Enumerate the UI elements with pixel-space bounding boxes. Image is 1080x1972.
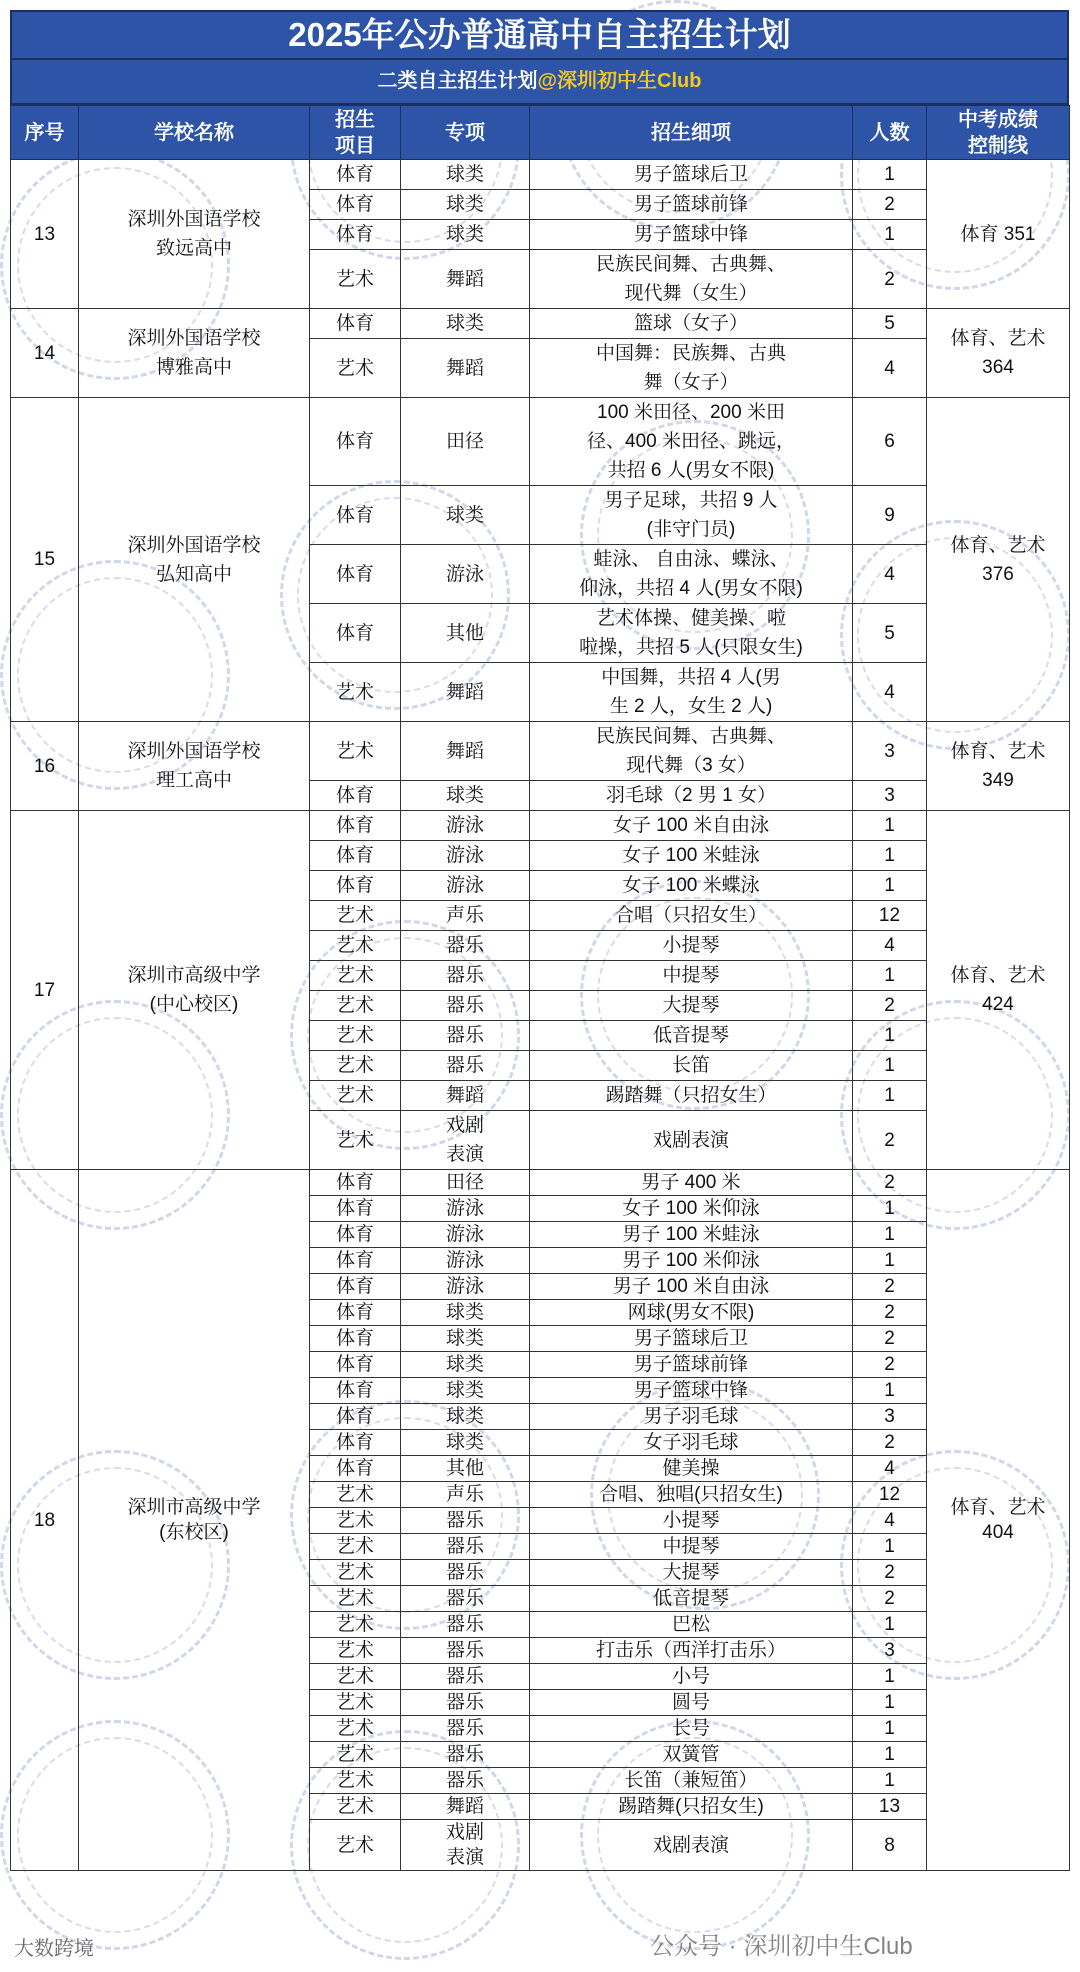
category-cell: 艺术 xyxy=(310,901,401,931)
category-cell: 体育 xyxy=(310,1170,401,1196)
count-cell: 1 xyxy=(853,1768,927,1794)
count-cell: 12 xyxy=(853,901,927,931)
category-cell: 艺术 xyxy=(310,961,401,991)
detail-cell: 戏剧表演 xyxy=(530,1820,853,1871)
table-row xyxy=(11,160,1070,190)
specialty-cell: 器乐 xyxy=(401,1768,530,1794)
header-row xyxy=(11,106,1070,160)
detail-cell: 中国舞，共招 4 人(男 生 2 人，女生 2 人) xyxy=(530,663,853,722)
count-cell: 2 xyxy=(853,1326,927,1352)
detail-cell: 男子 100 米自由泳 xyxy=(530,1274,853,1300)
detail-cell: 低音提琴 xyxy=(530,1021,853,1051)
count-cell: 6 xyxy=(853,398,927,486)
specialty-cell: 游泳 xyxy=(401,1196,530,1222)
detail-cell: 民族民间舞、古典舞、 现代舞（女生） xyxy=(530,250,853,309)
specialty-cell: 其他 xyxy=(401,1456,530,1482)
detail-cell: 中国舞：民族舞、古典 舞（女子） xyxy=(530,339,853,398)
specialty-cell: 舞蹈 xyxy=(401,339,530,398)
specialty-cell: 舞蹈 xyxy=(401,250,530,309)
category-cell: 艺术 xyxy=(310,1794,401,1820)
count-cell: 2 xyxy=(853,1111,927,1170)
detail-cell: 女子 100 米蛙泳 xyxy=(530,841,853,871)
control-line: 体育 351 xyxy=(927,160,1070,309)
specialty-cell: 器乐 xyxy=(401,991,530,1021)
header-col-index: 序号 xyxy=(11,106,79,160)
count-cell: 4 xyxy=(853,1508,927,1534)
detail-cell: 女子 100 米蝶泳 xyxy=(530,871,853,901)
count-cell: 2 xyxy=(853,1274,927,1300)
count-cell: 12 xyxy=(853,1482,927,1508)
detail-cell: 男子篮球中锋 xyxy=(530,1378,853,1404)
specialty-cell: 游泳 xyxy=(401,871,530,901)
specialty-cell: 器乐 xyxy=(401,961,530,991)
specialty-cell: 器乐 xyxy=(401,1534,530,1560)
category-cell: 体育 xyxy=(310,811,401,841)
specialty-cell: 游泳 xyxy=(401,1274,530,1300)
school-name: 深圳外国语学校 弘知高中 xyxy=(79,398,310,722)
category-cell: 艺术 xyxy=(310,1820,401,1871)
category-cell: 体育 xyxy=(310,1430,401,1456)
control-line: 体育、艺术 364 xyxy=(927,309,1070,398)
specialty-cell: 舞蹈 xyxy=(401,1794,530,1820)
school-index: 18 xyxy=(11,1170,79,1871)
count-cell: 1 xyxy=(853,1378,927,1404)
control-line: 体育、艺术 404 xyxy=(927,1170,1070,1871)
category-cell: 艺术 xyxy=(310,1586,401,1612)
count-cell: 2 xyxy=(853,250,927,309)
admission-table xyxy=(10,105,1070,1871)
category-cell: 体育 xyxy=(310,486,401,545)
specialty-cell: 球类 xyxy=(401,1352,530,1378)
specialty-cell: 器乐 xyxy=(401,1612,530,1638)
detail-cell: 踢踏舞（只招女生） xyxy=(530,1081,853,1111)
count-cell: 1 xyxy=(853,220,927,250)
control-line: 体育、艺术 349 xyxy=(927,722,1070,811)
count-cell: 1 xyxy=(853,1664,927,1690)
table-row xyxy=(11,309,1070,339)
count-cell: 1 xyxy=(853,1690,927,1716)
category-cell: 体育 xyxy=(310,398,401,486)
count-cell: 2 xyxy=(853,190,927,220)
count-cell: 1 xyxy=(853,1196,927,1222)
specialty-cell: 戏剧 表演 xyxy=(401,1820,530,1871)
subtitle-prefix: 二类自主招生计划 xyxy=(377,70,538,92)
category-cell: 艺术 xyxy=(310,339,401,398)
detail-cell: 长笛（兼短笛） xyxy=(530,1768,853,1794)
count-cell: 4 xyxy=(853,931,927,961)
category-cell: 艺术 xyxy=(310,1690,401,1716)
count-cell: 1 xyxy=(853,1248,927,1274)
school-name: 深圳外国语学校 致远高中 xyxy=(79,160,310,309)
table-row xyxy=(11,811,1070,841)
count-cell: 13 xyxy=(853,1794,927,1820)
category-cell: 体育 xyxy=(310,1274,401,1300)
school-index: 16 xyxy=(11,722,79,811)
count-cell: 1 xyxy=(853,1612,927,1638)
school-index: 13 xyxy=(11,160,79,309)
count-cell: 3 xyxy=(853,1638,927,1664)
category-cell: 体育 xyxy=(310,1326,401,1352)
count-cell: 9 xyxy=(853,486,927,545)
category-cell: 艺术 xyxy=(310,1716,401,1742)
detail-cell: 长笛 xyxy=(530,1051,853,1081)
detail-cell: 大提琴 xyxy=(530,991,853,1021)
specialty-cell: 声乐 xyxy=(401,1482,530,1508)
specialty-cell: 其他 xyxy=(401,604,530,663)
school-index: 14 xyxy=(11,309,79,398)
count-cell: 1 xyxy=(853,871,927,901)
subtitle xyxy=(10,60,1069,105)
table-row xyxy=(11,1170,1070,1196)
specialty-cell: 器乐 xyxy=(401,1638,530,1664)
category-cell: 艺术 xyxy=(310,1508,401,1534)
count-cell: 2 xyxy=(853,991,927,1021)
category-cell: 体育 xyxy=(310,1352,401,1378)
specialty-cell: 球类 xyxy=(401,1404,530,1430)
school-index: 15 xyxy=(11,398,79,722)
detail-cell: 中提琴 xyxy=(530,961,853,991)
category-cell: 艺术 xyxy=(310,1612,401,1638)
category-cell: 艺术 xyxy=(310,1560,401,1586)
count-cell: 5 xyxy=(853,604,927,663)
count-cell: 2 xyxy=(853,1300,927,1326)
detail-cell: 男子篮球后卫 xyxy=(530,160,853,190)
specialty-cell: 器乐 xyxy=(401,1560,530,1586)
specialty-cell: 游泳 xyxy=(401,1248,530,1274)
detail-cell: 女子 100 米仰泳 xyxy=(530,1196,853,1222)
detail-cell: 大提琴 xyxy=(530,1560,853,1586)
school-name: 深圳市高级中学 (东校区) xyxy=(79,1170,310,1871)
count-cell: 4 xyxy=(853,1456,927,1482)
category-cell: 体育 xyxy=(310,781,401,811)
detail-cell: 男子 400 米 xyxy=(530,1170,853,1196)
count-cell: 3 xyxy=(853,781,927,811)
specialty-cell: 器乐 xyxy=(401,1508,530,1534)
school-index: 17 xyxy=(11,811,79,1170)
count-cell: 2 xyxy=(853,1430,927,1456)
count-cell: 4 xyxy=(853,663,927,722)
category-cell: 体育 xyxy=(310,545,401,604)
subtitle-highlight: @深圳初中生Club xyxy=(537,70,702,92)
category-cell: 体育 xyxy=(310,1222,401,1248)
category-cell: 体育 xyxy=(310,160,401,190)
header-col-detail: 招生细项 xyxy=(530,106,853,160)
category-cell: 艺术 xyxy=(310,1111,401,1170)
category-cell: 艺术 xyxy=(310,663,401,722)
category-cell: 艺术 xyxy=(310,1482,401,1508)
category-cell: 艺术 xyxy=(310,1534,401,1560)
detail-cell: 小提琴 xyxy=(530,1508,853,1534)
specialty-cell: 舞蹈 xyxy=(401,1081,530,1111)
count-cell: 4 xyxy=(853,545,927,604)
count-cell: 2 xyxy=(853,1170,927,1196)
category-cell: 体育 xyxy=(310,1378,401,1404)
specialty-cell: 球类 xyxy=(401,1378,530,1404)
count-cell: 1 xyxy=(853,1081,927,1111)
specialty-cell: 器乐 xyxy=(401,1664,530,1690)
specialty-cell: 舞蹈 xyxy=(401,722,530,781)
header-col-count: 人数 xyxy=(853,106,927,160)
detail-cell: 女子羽毛球 xyxy=(530,1430,853,1456)
detail-cell: 男子篮球中锋 xyxy=(530,220,853,250)
control-line: 体育、艺术 424 xyxy=(927,811,1070,1170)
category-cell: 艺术 xyxy=(310,1021,401,1051)
count-cell: 1 xyxy=(853,1742,927,1768)
school-name: 深圳外国语学校 理工高中 xyxy=(79,722,310,811)
count-cell: 2 xyxy=(853,1586,927,1612)
detail-cell: 蛙泳、 自由泳、蝶泳、 仰泳，共招 4 人(男女不限) xyxy=(530,545,853,604)
specialty-cell: 球类 xyxy=(401,486,530,545)
category-cell: 体育 xyxy=(310,220,401,250)
specialty-cell: 戏剧 表演 xyxy=(401,1111,530,1170)
specialty-cell: 球类 xyxy=(401,781,530,811)
detail-cell: 网球(男女不限) xyxy=(530,1300,853,1326)
table-row xyxy=(11,398,1070,486)
count-cell: 2 xyxy=(853,1560,927,1586)
specialty-cell: 球类 xyxy=(401,160,530,190)
detail-cell: 男子 100 米蛙泳 xyxy=(530,1222,853,1248)
specialty-cell: 球类 xyxy=(401,1326,530,1352)
category-cell: 体育 xyxy=(310,1404,401,1430)
detail-cell: 羽毛球（2 男 1 女） xyxy=(530,781,853,811)
header-col-control-line: 中考成绩 控制线 xyxy=(927,106,1070,160)
table-row xyxy=(11,722,1070,781)
category-cell: 体育 xyxy=(310,871,401,901)
detail-cell: 民族民间舞、古典舞、 现代舞（3 女） xyxy=(530,722,853,781)
specialty-cell: 游泳 xyxy=(401,841,530,871)
count-cell: 1 xyxy=(853,841,927,871)
specialty-cell: 球类 xyxy=(401,1430,530,1456)
control-line: 体育、艺术 376 xyxy=(927,398,1070,722)
category-cell: 体育 xyxy=(310,604,401,663)
count-cell: 1 xyxy=(853,1534,927,1560)
detail-cell: 男子篮球前锋 xyxy=(530,190,853,220)
count-cell: 1 xyxy=(853,160,927,190)
detail-cell: 中提琴 xyxy=(530,1534,853,1560)
count-cell: 1 xyxy=(853,961,927,991)
category-cell: 艺术 xyxy=(310,1081,401,1111)
category-cell: 体育 xyxy=(310,1300,401,1326)
detail-cell: 合唱（只招女生） xyxy=(530,901,853,931)
detail-cell: 低音提琴 xyxy=(530,1586,853,1612)
detail-cell: 男子篮球前锋 xyxy=(530,1352,853,1378)
count-cell: 8 xyxy=(853,1820,927,1871)
category-cell: 体育 xyxy=(310,1196,401,1222)
header-col-specialty: 专项 xyxy=(401,106,530,160)
detail-cell: 健美操 xyxy=(530,1456,853,1482)
count-cell: 1 xyxy=(853,1716,927,1742)
header-col-category: 招生 项目 xyxy=(310,106,401,160)
category-cell: 艺术 xyxy=(310,1768,401,1794)
specialty-cell: 球类 xyxy=(401,309,530,339)
specialty-cell: 器乐 xyxy=(401,1716,530,1742)
detail-cell: 男子羽毛球 xyxy=(530,1404,853,1430)
category-cell: 体育 xyxy=(310,309,401,339)
category-cell: 体育 xyxy=(310,841,401,871)
detail-cell: 男子足球，共招 9 人 (非守门员) xyxy=(530,486,853,545)
count-cell: 1 xyxy=(853,1021,927,1051)
detail-cell: 小提琴 xyxy=(530,931,853,961)
detail-cell: 合唱、独唱(只招女生) xyxy=(530,1482,853,1508)
category-cell: 体育 xyxy=(310,1456,401,1482)
specialty-cell: 游泳 xyxy=(401,811,530,841)
school-name: 深圳外国语学校 博雅高中 xyxy=(79,309,310,398)
specialty-cell: 球类 xyxy=(401,190,530,220)
specialty-cell: 器乐 xyxy=(401,1021,530,1051)
category-cell: 艺术 xyxy=(310,1664,401,1690)
category-cell: 艺术 xyxy=(310,1638,401,1664)
count-cell: 3 xyxy=(853,1404,927,1430)
count-cell: 3 xyxy=(853,722,927,781)
category-cell: 体育 xyxy=(310,1248,401,1274)
specialty-cell: 声乐 xyxy=(401,901,530,931)
count-cell: 1 xyxy=(853,1222,927,1248)
page-title: 2025年公办普通高中自主招生计划 xyxy=(10,10,1069,60)
specialty-cell: 田径 xyxy=(401,1170,530,1196)
logo-watermark: 大数跨境 xyxy=(14,1938,94,1960)
specialty-cell: 器乐 xyxy=(401,1586,530,1612)
specialty-cell: 球类 xyxy=(401,1300,530,1326)
specialty-cell: 舞蹈 xyxy=(401,663,530,722)
specialty-cell: 器乐 xyxy=(401,1742,530,1768)
specialty-cell: 器乐 xyxy=(401,931,530,961)
category-cell: 艺术 xyxy=(310,991,401,1021)
detail-cell: 篮球（女子） xyxy=(530,309,853,339)
detail-cell: 巴松 xyxy=(530,1612,853,1638)
detail-cell: 小号 xyxy=(530,1664,853,1690)
detail-cell: 圆号 xyxy=(530,1690,853,1716)
count-cell: 4 xyxy=(853,339,927,398)
detail-cell: 长号 xyxy=(530,1716,853,1742)
specialty-cell: 游泳 xyxy=(401,545,530,604)
header-col-school: 学校名称 xyxy=(79,106,310,160)
specialty-cell: 器乐 xyxy=(401,1051,530,1081)
category-cell: 艺术 xyxy=(310,250,401,309)
detail-cell: 双簧管 xyxy=(530,1742,853,1768)
category-cell: 艺术 xyxy=(310,1051,401,1081)
detail-cell: 100 米田径、200 米田 径、400 米田径、跳远， 共招 6 人(男女不限) xyxy=(530,398,853,486)
count-cell: 2 xyxy=(853,1352,927,1378)
category-cell: 艺术 xyxy=(310,722,401,781)
detail-cell: 戏剧表演 xyxy=(530,1111,853,1170)
detail-cell: 艺术体操、健美操、啦 啦操，共招 5 人(只限女生) xyxy=(530,604,853,663)
category-cell: 艺术 xyxy=(310,1742,401,1768)
count-cell: 1 xyxy=(853,811,927,841)
specialty-cell: 器乐 xyxy=(401,1690,530,1716)
category-cell: 艺术 xyxy=(310,931,401,961)
detail-cell: 踢踏舞(只招女生) xyxy=(530,1794,853,1820)
count-cell: 5 xyxy=(853,309,927,339)
school-name: 深圳市高级中学 (中心校区) xyxy=(79,811,310,1170)
category-cell: 体育 xyxy=(310,190,401,220)
specialty-cell: 球类 xyxy=(401,220,530,250)
footer-watermark: 公众号 · 深圳初中生Club xyxy=(650,1933,913,1960)
detail-cell: 男子篮球后卫 xyxy=(530,1326,853,1352)
detail-cell: 打击乐（西洋打击乐） xyxy=(530,1638,853,1664)
specialty-cell: 田径 xyxy=(401,398,530,486)
count-cell: 1 xyxy=(853,1051,927,1081)
admission-plan-sheet xyxy=(10,10,1069,1871)
detail-cell: 女子 100 米自由泳 xyxy=(530,811,853,841)
specialty-cell: 游泳 xyxy=(401,1222,530,1248)
detail-cell: 男子 100 米仰泳 xyxy=(530,1248,853,1274)
